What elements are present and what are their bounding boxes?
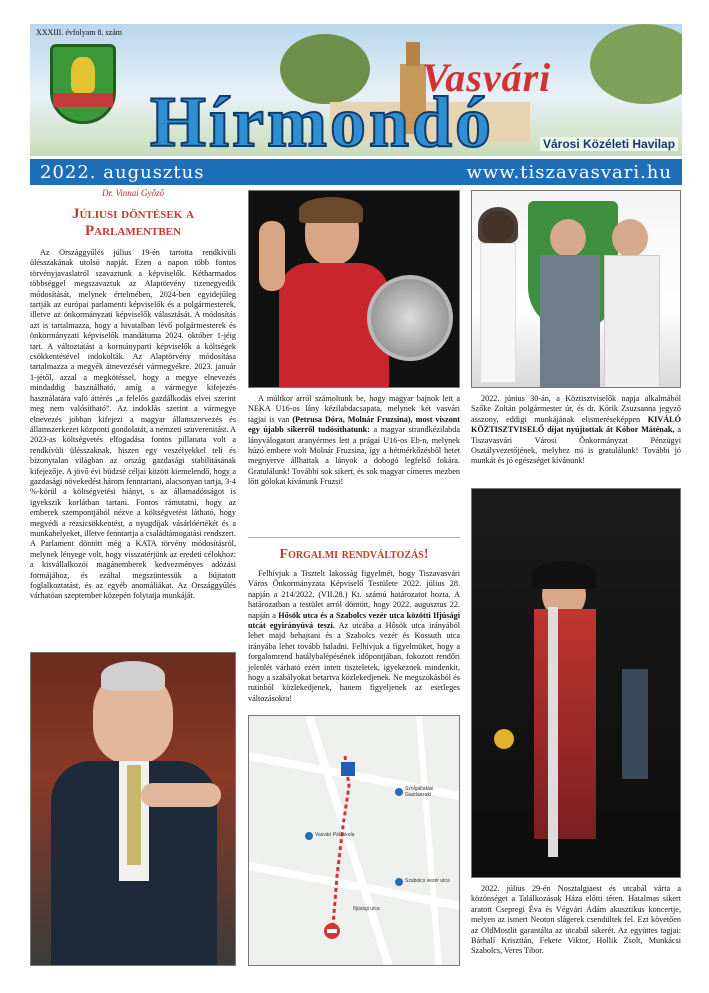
divider xyxy=(248,537,460,538)
article-body: 2022. július 29-én Nosztalgiaest és utcabál várta a közönséget a Találkozások Háza előtti téren. Hatalmas sikert aratott Csepregi Éva és Végvári Ádám akusztikus koncertje, melyen az ismert Neoton slágerek csendültek fel. Ezt követően az OldMostlit garantálta az utcabál sikerét. Az együttes tagjai: Bárhalí Krisztián, Fekete Viktor, Hollik Zsolt, Munkácsi Szabolcs, Veres Tibor. xyxy=(471,884,681,956)
article-title: Forgalmi rendváltozás! xyxy=(279,547,429,562)
masthead-title-small: Vasvári xyxy=(422,55,552,100)
date-bar xyxy=(30,159,682,185)
masthead-subtitle: Városi Közéleti Havilap xyxy=(540,137,678,151)
map-label: Ifjúsági utca xyxy=(353,906,380,912)
masthead xyxy=(30,24,682,156)
map-label: Vasvári Pál Iskola xyxy=(315,832,355,838)
politician-photo xyxy=(30,652,236,966)
article-traffic xyxy=(248,547,460,704)
article-handball xyxy=(248,394,460,488)
issue-date: 2022. augusztus xyxy=(40,161,205,183)
concert-photo xyxy=(471,488,681,878)
article-award xyxy=(471,394,681,467)
traffic-map xyxy=(248,715,460,966)
article-body: A múltkor arról számoltunk be, hogy magyar bajnok lett a NEKA U16-os lány kézilabdacsapata, melynek két vasvári tagjai is van (Petrusa Dóra, Molnár Fruzsina), most viszont egy újabb sikerről tudósíthatunk: a magyar strandkézilabda lányválogatott aranyérmes lett a prágai U16-os Eb-n, melynek húzó embere volt Molnár Fruzsina, így a hétmérkőzésből hetet megnyerve állhattak a lányok a dobogó legfelső fokára. Gratulálunk! További sok sikert, és sok magyar címeres mezben lőtt gólokat kívánunk Fruzsi! xyxy=(248,394,460,487)
article-body: Az Országgyűlés július 19-én tartotta rendkívüli ülésszakának utolsó napját. Ezen a napon több fontos törvényjavaslatról szavaztunk a képviselők. Kétharmados többséggel megszavaztuk az Alaptörvény tizenegyedik módosítását, melynek értelmében, 2024-ben egyidejűleg tartják az európai parlamenti képviselők és a polgármesterek, illetve az önkormányzati képviselők választását. A módosítás azt is tartalmazza, hogy a hivatalban lévő polgármesterek és önkormányzati képviselők mandátuma 2024. október 1-jéig tart. A változtatást a kormányparti képviselők a költségek csökkentésével indokolták. Az Alaptörvény módosítása tartalmazza a megyék átnevezését vármegyékre. 2023. január 1-jétől, azzal a megkötéssel, hogy a megye elnevezés mindaddig használható, amíg a vármegye kifejezés használatára való áttérés „a felelős gazdálkodás elvei szerint meg nem valósítható”. Az indoklás szerint a vármegye elnevezés jobban kifejezi a magyar államszervezés és államszerkezet központi gondolatát, a nemzeti szuverenitást. A 2023-as költségvetés elfogadása fontos pillanata volt a rendkívüli ülésszaknak, hiszen egy veszélyekkel teli és bizonytalan világban az ország gazdasági stabilitásának kifejezője. A jövő évi büdzsé céljai között kiemelendő, hogy a gazdasági növekedést három fenntartani, alacsonyan tartja, 3-4 %-körül a költségvetési hiányt, s az államadósságot is igyekszik korlátban tartani. Fontos rámutatni, hogy az emberek szempontjából nézve a költségvetést látható, hogy megvédi a rezsicsökkentést, a nyugdíjak vásárlóértékét és a munkahelyeket, illetve fenntartja a családtámogatási rendszert. A Parlament döntött még a KATA törvény módosításról, melynek lényege volt, hogy visszatérjünk az eredeti célokhoz: a kisvállalkozói magánemberek kedvezményes adózási formájához, és ezáltal megszüntessük a bújtatott foglalkoztatást, és az egyéb anomáliákat. Az Országgyűlés várhatóan szeptember közepén folytatja munkáját. xyxy=(30,248,236,601)
map-label: Szabolcs vezér utca xyxy=(405,878,450,884)
website-link[interactable]: www.tiszavasvari.hu xyxy=(466,161,672,183)
article-parliament xyxy=(30,188,236,602)
article-title-line2: Parlamentben xyxy=(85,223,181,239)
masthead-title: Hírmondó xyxy=(150,82,495,156)
article-body: Felhívjuk a Tisztelt lakosság figyelmét, hogy Tiszavasvári Város Önkormányzata Képviselő Testülete 2022. július 28. napján a 214/2022. (VII.28.) Kt. számú határozatot hozta. A határozatban a testület arról döntött, hogy 2022. augusztus 22. napján a Hősök utca és a Szabolcs vezér utca közötti Ifjúsági utcát egyirányúvá teszi. Az utcába a Hősök utca irányából lehet majd behajtani és a Szabolcs vezér és Kossuth utca irányába lehet tovább haladni. Felhívjuk a figyelmüket, hogy a forgalomrend hatálybalépésének időpontjában, fokozott rendőri jelenlét várható ezért intett tiszteletek, igyekeznek mindenkit, hogy a szabályokat betartva közlekedjenek. Ne megszokásból és rutinból közlekedjenek, hanem figyeljenek az esetleges változásokra! xyxy=(248,569,460,703)
article-author: Dr. Vinnai Győző xyxy=(101,188,165,198)
volume-number: XXXIII. évfolyam 8. szám xyxy=(36,28,122,37)
article-title-line1: Júliusi döntések a xyxy=(72,206,194,222)
award-photo xyxy=(471,190,681,388)
map-label: Szolgáltatási Gazdaszaki xyxy=(405,786,434,798)
coat-of-arms-icon xyxy=(50,44,116,124)
article-body: 2022. június 30-án, a Köztisztviselők napja alkalmából Szőke Zoltán polgármester úr, és dr. Kórik Zsuzsanna jegyző asszony, eddigi munkájának elismeréseképpen KIVÁLÓ KÖZTISZTVISELŐ díjat nyújtottak át Kóbor Máténak, a Tiszavasvári Városi Önkormányzat Pénzügyi Osztályvezetőjének, melyhez mi is gratulálunk! További jó munkát és jó egészséget kívánunk! xyxy=(471,394,681,466)
athlete-photo xyxy=(248,190,460,388)
article-concert xyxy=(471,884,681,957)
